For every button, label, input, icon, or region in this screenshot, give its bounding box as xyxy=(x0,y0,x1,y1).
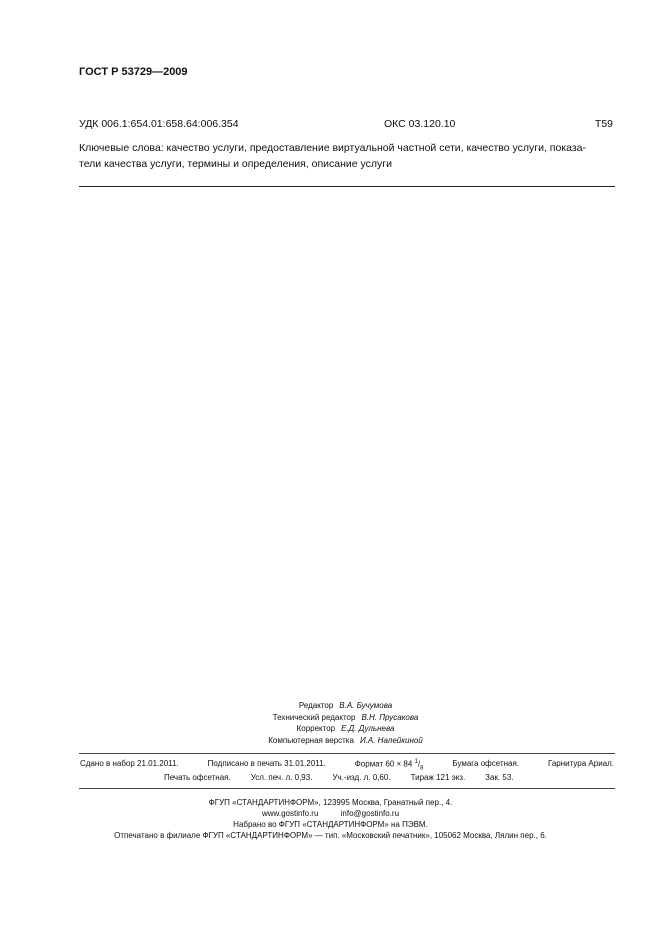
imprint-order: Зак. 53. xyxy=(485,773,514,782)
credit-tech-editor xyxy=(0,712,661,724)
document-id: ГОСТ Р 53729—2009 xyxy=(79,66,188,78)
publisher-email: info@gostinfo.ru xyxy=(340,809,400,818)
credits-block xyxy=(0,700,661,746)
credit-role: Компьютерная верстка xyxy=(268,735,354,745)
credit-editor xyxy=(0,700,661,712)
credit-role: Корректор xyxy=(296,724,336,733)
category-code: Т59 xyxy=(594,118,613,130)
imprint-divider-bottom xyxy=(79,788,615,789)
publisher-typeset: Набрано во ФГУП «СТАНДАРТИНФОРМ» на ПЭВМ. xyxy=(233,820,428,829)
oks-code: ОКС 03.120.10 xyxy=(384,118,456,130)
credit-person: И.А. Налейкиной xyxy=(359,735,423,745)
imprint-line-1 xyxy=(80,759,614,771)
publisher-block xyxy=(0,797,661,841)
credit-role: Технический редактор xyxy=(272,712,356,722)
credit-role: Редактор xyxy=(298,701,334,710)
credit-person: Е.Д. Дульнева xyxy=(341,724,395,733)
udk-code: УДК 006.1:654.01:658.64:006.354 xyxy=(79,118,239,130)
credit-person: В.Н. Прусакова xyxy=(361,712,419,722)
imprint-sent: Сдано в набор 21.01.2011. xyxy=(80,759,179,768)
publisher-address: ФГУП «СТАНДАРТИНФОРМ», 123995 Москва, Гранатный пер., 4. xyxy=(208,798,453,807)
imprint-divider-top xyxy=(79,753,615,754)
credit-proofreader xyxy=(0,723,661,735)
keywords-divider xyxy=(79,186,615,187)
publisher-website: www.gostinfo.ru xyxy=(261,809,319,818)
publisher-printed: Отпечатано в филиале ФГУП «СТАНДАРТИНФОРМ» — тип. «Московский печатник», 105062 Москва, Лялин пер., 6. xyxy=(114,831,547,840)
credit-layout xyxy=(0,735,661,747)
keywords-block xyxy=(79,140,616,172)
imprint-paper: Бумага офсетная. xyxy=(452,759,520,768)
imprint-edit-sheets: Уч.-изд. л. 0,60. xyxy=(332,773,391,782)
imprint-line-2 xyxy=(164,773,514,782)
keywords-line-1: Ключевые слова: качество услуги, предоставление виртуальной частной сети, качество услуги, показа- xyxy=(79,142,586,154)
imprint-format: Формат 60 × 84 $^1/_8$ xyxy=(354,759,424,772)
imprint-print-sheets: Усл. печ. л. 0,93. xyxy=(250,773,313,782)
imprint-signed: Подписано в печать 31.01.2011. xyxy=(207,759,326,768)
credit-person: В.А. Бучумова xyxy=(339,701,393,710)
keywords-line-2: тели качества услуги, термины и определения, описание услуги xyxy=(79,158,392,170)
imprint-typeface: Гарнитура Ариал. xyxy=(547,759,614,768)
imprint-run: Тираж 121 экз. xyxy=(410,773,466,782)
publisher-contacts xyxy=(0,808,661,819)
imprint-print: Печать офсетная. xyxy=(164,773,231,782)
